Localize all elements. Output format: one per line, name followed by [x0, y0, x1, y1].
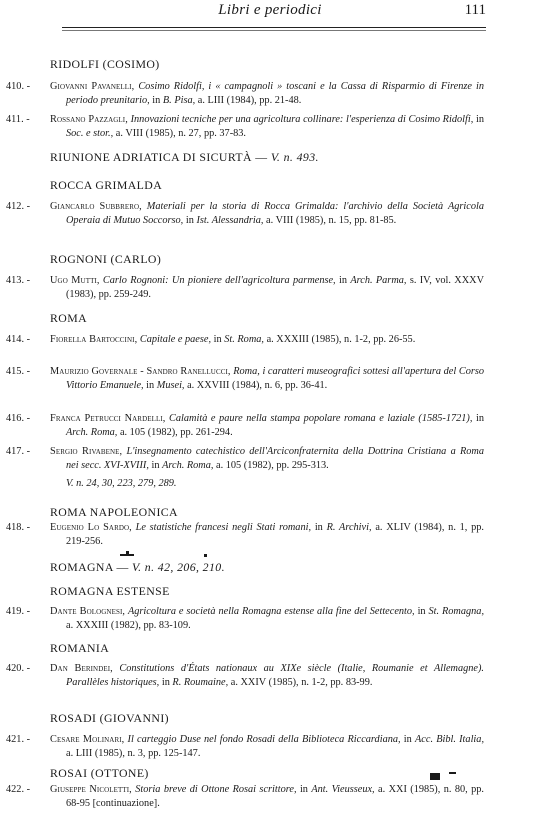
page-number: 111: [464, 2, 486, 18]
entry-title: L'insegnamento catechistico dell'Arciconfraternita della Dottrina Cristiana a Roma nei secc. XVI-XVIII,: [66, 446, 485, 472]
entry-journal: Arch. Roma,: [66, 427, 118, 439]
entry-journal: Soc. e stor.,: [66, 128, 114, 140]
entry-title: Storia breve di Ottone Rosai scrittore,: [135, 784, 297, 795]
entry-journal: Acc. Bibl. Italia,: [415, 734, 485, 745]
entry-number: 413. -: [6, 275, 31, 286]
entry-number: 420. -: [6, 663, 31, 674]
section-heading-romagna-estense: ROMAGNA ESTENSE: [50, 584, 170, 598]
entry-author: Dan Berindei,: [50, 663, 113, 674]
entry-author: Eugenio Lo Sardo,: [50, 522, 132, 533]
entry-number: 411. -: [6, 114, 30, 125]
entry-in: in: [314, 522, 323, 533]
cross-reference: V. n. 493.: [270, 150, 319, 164]
entry-details: a. XXXIII (1982), pp. 83-109.: [66, 620, 191, 632]
entry-details: a. XXI (1985), n. 80, pp. 68-95 [continuazione].: [66, 784, 484, 810]
entry-details: a. XXXIII (1985), n. 1-2, pp. 26-55.: [266, 334, 416, 345]
entry-in: in: [152, 95, 161, 107]
entry-title: Le statistiche francesi negli Stati romani,: [135, 522, 312, 533]
entry-title: Roma, i caratteri museografici sottesi all'apertura del Corso Vittorio Emanuele,: [66, 366, 484, 392]
entry-title: Innovazioni tecniche per una agricoltura collinare: l'esperienza di Cosimo Ridolfi,: [130, 114, 474, 125]
entry-414: [0, 333, 490, 347]
entry-details: a. VIII (1985), n. 27, pp. 37-83.: [115, 128, 246, 140]
section-heading-roma-napoleonica: ROMA NAPOLEONICA: [50, 505, 178, 519]
entry-in: in: [476, 413, 485, 424]
entry-author: Franca Petrucci Nardelli,: [50, 413, 166, 424]
entry-journal: R. Archivi,: [326, 522, 372, 533]
entry-in: in: [161, 677, 170, 689]
roma-cross-reference: V. n. 24, 30, 223, 279, 289.: [66, 478, 177, 489]
entry-author: Sergio Rivabene,: [50, 446, 123, 457]
entry-journal: Arch. Parma,: [350, 275, 407, 286]
running-header-title: Libri e periodici: [218, 2, 322, 18]
entry-in: in: [476, 114, 485, 125]
entry-number: 412. -: [6, 201, 31, 212]
entry-journal: Arch. Roma,: [162, 460, 214, 472]
entry-title: Constitutions d'États nationaux au XIXe siècle (Italie, Roumanie et Allemagne). Parallèles historiques,: [66, 663, 484, 689]
entry-in: in: [403, 734, 412, 745]
entry-journal: R. Roumaine,: [172, 677, 229, 689]
entry-details: s. IV, vol. XXXV (1983), pp. 259-249.: [66, 275, 485, 301]
entry-in: in: [146, 380, 155, 392]
entry-title: Agricoltura e società nella Romagna estense alla fine del Settecento,: [127, 606, 415, 617]
entry-title: Cosimo Ridolfi, i « campagnoli » toscani e la Cassa di Risparmio di Firenze in periodo preunitario,: [66, 81, 484, 107]
entry-title: Materiali per la storia di Rocca Grimalda: l'archivio della Società Agricola Operaia di Mutuo Soccorso,: [66, 201, 484, 227]
section-heading-rocca-grimalda: ROCCA GRIMALDA: [50, 178, 163, 192]
entry-details: a. LIII (1984), pp. 21-48.: [197, 95, 302, 107]
entry-details: a. 105 (1982), pp. 261-294.: [119, 427, 233, 439]
entry-journal: St. Romagna,: [428, 606, 485, 617]
entry-title: Carlo Rognoni: Un pioniere dell'agricoltura parmense,: [102, 275, 336, 286]
entry-details: a. XXIV (1985), n. 1-2, pp. 83-99.: [230, 677, 373, 689]
entry-in: in: [338, 275, 347, 286]
section-heading-text: ROMAGNA: [50, 560, 114, 574]
scan-smudge: [430, 773, 440, 780]
entry-416: [0, 412, 490, 440]
entry-journal: Ant. Vieusseux,: [311, 784, 375, 795]
section-heading-riunione: RIUNIONE ADRIATICA DI SICURTÀ — V. n. 493.: [50, 150, 319, 164]
entry-number: 419. -: [6, 606, 31, 617]
entry-number: 415. -: [6, 366, 31, 377]
section-heading-rosai: ROSAI (OTTONE): [50, 766, 149, 780]
entry-journal: St. Roma,: [224, 334, 264, 345]
section-heading-rosadi: ROSADI (GIOVANNI): [50, 711, 169, 725]
entry-412: [0, 200, 490, 228]
entry-number: 421. -: [6, 734, 31, 745]
entry-author: Ugo Mutti,: [50, 275, 100, 286]
entry-420: [0, 662, 490, 690]
entry-417: [0, 445, 490, 473]
section-heading-text: RIUNIONE ADRIATICA DI SICURTÀ: [50, 150, 252, 164]
entry-author: Giovanni Pavanelli,: [50, 81, 135, 92]
entry-number: 414. -: [6, 334, 31, 345]
entry-number: 410. -: [6, 81, 31, 92]
entry-author: Dante Bolognesi,: [50, 606, 126, 617]
entry-in: in: [151, 460, 160, 472]
entry-author: Cesare Molinari,: [50, 734, 125, 745]
section-heading-romania: ROMANIA: [50, 641, 110, 655]
entry-410: [0, 80, 490, 108]
entry-author: Fiorella Bartoccini,: [50, 334, 138, 345]
entry-411: [0, 113, 490, 141]
header-rule-thin: [62, 30, 486, 31]
entry-author: Maurizio Governale - Sandro Ranellucci,: [50, 366, 231, 377]
cross-reference: V. n. 42, 206, 210.: [132, 560, 225, 574]
entry-in: in: [185, 215, 194, 227]
section-heading-romagna: ROMAGNA — V. n. 42, 206, 210.: [50, 560, 225, 574]
entry-author: Rossano Pazzagli,: [50, 114, 128, 125]
entry-title: Capitale e paese,: [139, 334, 212, 345]
scan-smudge: [449, 772, 456, 774]
entry-418: [0, 521, 490, 549]
entry-author: Giancarlo Subbrero,: [50, 201, 142, 212]
entry-journal: B. Pisa,: [162, 95, 196, 107]
section-heading-ridolfi: RIDOLFI (COSIMO): [50, 57, 160, 71]
entry-in: in: [213, 334, 222, 345]
entry-number: 418. -: [6, 522, 31, 533]
entry-title: Calamità e paure nella stampa popolare romana e laziale (1585-1721),: [169, 413, 473, 424]
entry-in: in: [417, 606, 426, 617]
scan-smudge: [126, 551, 129, 556]
entry-number: 422. -: [6, 784, 31, 795]
entry-title: Il carteggio Duse nel fondo Rosadi della Biblioteca Riccardiana,: [127, 734, 401, 745]
scan-smudge: [204, 554, 207, 557]
header-rule: [62, 27, 486, 28]
entry-number: 416. -: [6, 413, 31, 424]
entry-419: [0, 605, 490, 633]
entry-details: a. XXVIII (1984), n. 6, pp. 36-41.: [187, 380, 328, 392]
entry-415: [0, 365, 490, 393]
entry-details: a. 105 (1982), pp. 295-313.: [216, 460, 329, 472]
entry-413: [0, 274, 490, 302]
entry-author: Giuseppe Nicoletti,: [50, 784, 132, 795]
entry-details: a. XLIV (1984), n. 1, pp. 219-256.: [66, 522, 485, 548]
entry-details: a. VIII (1985), n. 15, pp. 81-85.: [266, 215, 397, 227]
section-heading-roma: ROMA: [50, 311, 87, 325]
entry-421: [0, 733, 490, 761]
entry-422: [0, 783, 490, 811]
entry-in: in: [299, 784, 308, 795]
entry-journal: Ist. Alessandria,: [196, 215, 264, 227]
entry-number: 417. -: [6, 446, 31, 457]
section-heading-rognoni: ROGNONI (CARLO): [50, 252, 162, 266]
entry-journal: Musei,: [156, 380, 185, 392]
entry-details: a. LIII (1985), n. 3, pp. 125-147.: [66, 748, 201, 760]
